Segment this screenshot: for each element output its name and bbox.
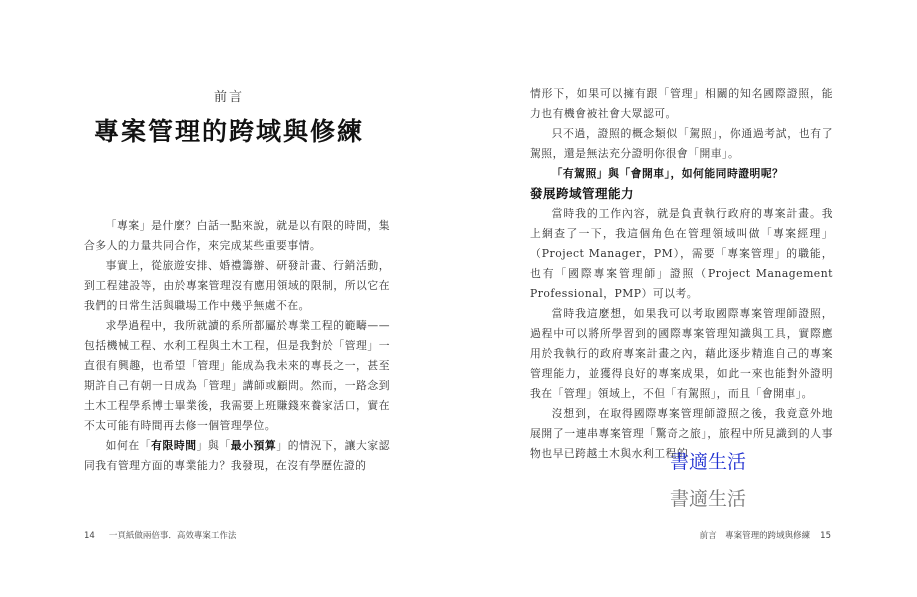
left-footer: [84, 529, 236, 541]
bold-question: 「有駕照」與「會開車」，如何能同時證明呢？: [551, 167, 784, 180]
running-title: 一頁紙做兩倍事．高效專案工作法: [108, 531, 237, 541]
page-number: 15: [820, 531, 831, 541]
right-body-text: [530, 84, 833, 464]
paragraph: 當時我的工作內容，就是負責執行政府的專案計畫。我上網查了一下，我這個角色在管理領域叫做「專案經理」（Project Manager，PM），需要「專案管理」的職能，也有「國際專案管理師」證照（Project Management Professional，PMP）可以考。: [530, 207, 833, 300]
right-footer: [700, 529, 831, 541]
running-title: 前言 專案管理的跨域與修練: [699, 531, 811, 541]
bold-term: 最小預算: [230, 439, 277, 452]
bold-term: 有限時間: [151, 439, 197, 452]
text-run: 」與「: [196, 439, 231, 452]
paragraph: 只不過，證照的概念類似「駕照」，你通過考試，也有了駕照，還是無法充分證明你很會「開車」。: [530, 127, 833, 160]
paragraph: [84, 436, 390, 476]
watermark-blue: 書適生活: [670, 451, 747, 473]
paragraph: 事實上，從旅遊安排、婚禮籌辦、研發計畫、行銷活動，到工程建設等，由於專案管理沒有應用領域的限制，所以它在我們的日常生活與職場工作中幾乎無處不在。: [84, 259, 390, 312]
text-run: 如何在「: [105, 439, 152, 452]
page-number: 14: [84, 531, 95, 541]
watermark-gray: 書適生活: [670, 488, 747, 510]
left-body-text: [84, 216, 390, 476]
text-run: 」的情況下，讓大家認同我有管理方面的專業能力？我發現，在沒有學歷佐證的: [84, 439, 391, 472]
section-heading: 發展跨域管理能力: [530, 186, 635, 201]
paragraph: 「專案」是什麼？白話一點來說，就是以有限的時間，集合多人的力量共同合作，來完成某些重要事情。: [84, 219, 390, 252]
left-page: [0, 0, 458, 597]
paragraph: 求學過程中，我所就讀的系所都屬於專業工程的範疇——包括機械工程、水利工程與土木工程，但是我對於「管理」一直很有興趣，也希望「管理」能成為我未來的專長之一，甚至期許自己有朝一日成為「管理」講師或顧問。然而，一路念到土木工程學系博士畢業後，我需要上班賺錢來養家活口，實在不太可能有時間再去修一個管理學位。: [84, 319, 390, 432]
paragraph: 沒想到，在取得國際專案管理師證照之後，我竟意外地展開了一連串專案管理「驚奇之旅」，旅程中所見識到的人事物也早已跨越土木與水利工程的: [530, 407, 833, 460]
paragraph: 當時我這麼想，如果我可以考取國際專案管理師證照，過程中可以將所學習到的國際專案管理知識與工具，實際應用於我執行的政府專案計畫之內，藉此逐步精進自己的專案管理能力，並獲得良好的專案成果，如此一來也能對外證明我在「管理」領域上，不但「有駕照」，而且「會開車」。: [530, 307, 833, 400]
section-label: 前言: [213, 90, 244, 105]
chapter-title: 專案管理的跨域與修練: [93, 117, 364, 146]
paragraph: 情形下，如果可以擁有跟「管理」相關的知名國際證照，能力也有機會被社會大眾認可。: [530, 87, 833, 120]
